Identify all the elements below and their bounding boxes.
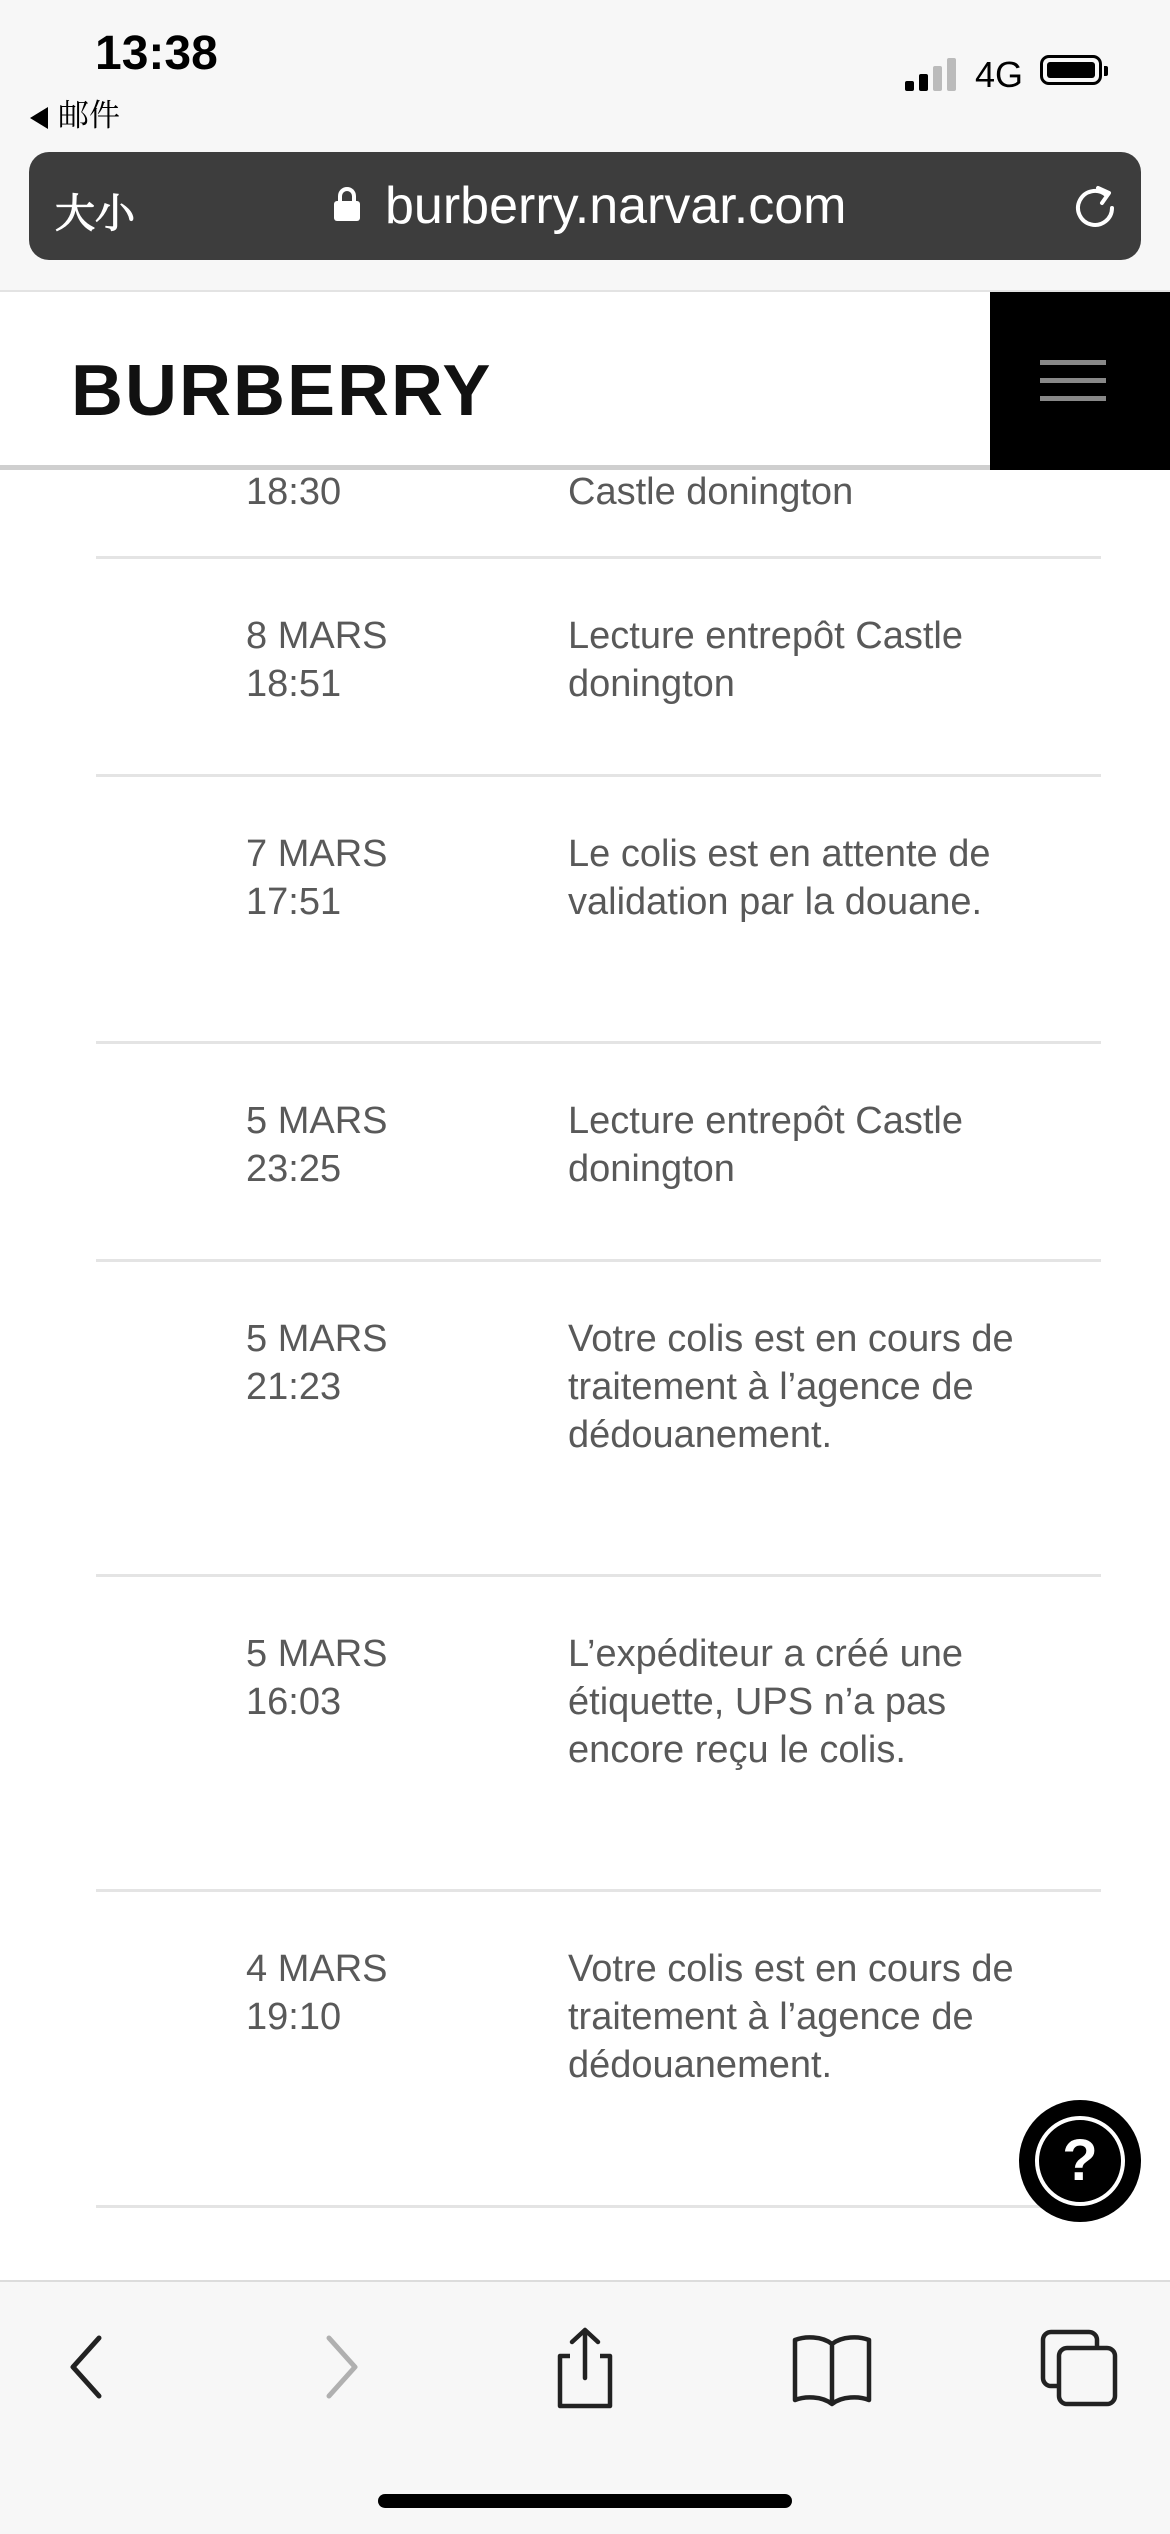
event-datetime (246, 1097, 496, 1193)
tracking-row (96, 777, 1101, 1044)
event-time: 19:10 (246, 1996, 342, 2038)
event-datetime (246, 1315, 496, 1411)
forward-icon[interactable] (295, 2322, 385, 2412)
back-icon[interactable] (43, 2322, 133, 2412)
event-time: 17:51 (246, 881, 342, 923)
address-bar[interactable] (29, 152, 1141, 260)
cellular-signal-icon (905, 57, 960, 91)
event-description: Votre colis est en cours de traitement à l’agence de dédouanement. (568, 1318, 1014, 1456)
event-time: 18:51 (246, 663, 342, 705)
home-indicator (378, 2494, 792, 2508)
tracking-row (96, 1892, 1101, 2208)
event-time: 23:25 (246, 1148, 342, 1190)
event-date: 5 MARS (246, 1633, 388, 1675)
url-domain[interactable]: burberry.narvar.com (385, 177, 847, 235)
status-bar (0, 0, 1170, 140)
back-arrow-icon (30, 107, 48, 129)
text-size-button[interactable]: 大小 (55, 192, 135, 236)
status-time: 13:38 (95, 27, 218, 80)
tabs-icon[interactable] (1035, 2322, 1125, 2412)
event-time: 16:03 (246, 1681, 342, 1723)
menu-bar-icon (1040, 378, 1106, 383)
event-description: Lecture entrepôt Castle donington (568, 615, 964, 705)
bookmarks-icon[interactable] (787, 2322, 877, 2412)
event-description: Lecture entrepôt Castle donington (568, 1100, 964, 1190)
event-datetime (246, 1945, 496, 2041)
tracking-row-partial (96, 470, 1101, 559)
menu-bar-icon (1040, 360, 1106, 365)
event-date: 5 MARS (246, 1318, 388, 1360)
tracking-row (96, 1044, 1101, 1262)
network-type: 4G (975, 54, 1024, 95)
hamburger-menu-button[interactable] (990, 292, 1170, 472)
site-header (0, 290, 1170, 472)
tracking-row (96, 559, 1101, 777)
event-description: Le colis est en attente de validation par la douane. (568, 833, 991, 923)
event-datetime (246, 1630, 496, 1726)
tracking-row (96, 1262, 1101, 1577)
event-date: 4 MARS (246, 1948, 388, 1990)
event-description: L’expéditeur a créé une étiquette, UPS n’a pas encore reçu le colis. (568, 1633, 964, 1771)
tracking-row (96, 1577, 1101, 1892)
question-mark-icon: ? (1062, 2128, 1098, 2193)
event-description: Castle donington (568, 471, 854, 513)
battery-icon (1040, 55, 1102, 85)
event-date: 7 MARS (246, 833, 388, 875)
event-date: 8 MARS (246, 615, 388, 657)
event-date: 5 MARS (246, 1100, 388, 1142)
event-time: 21:23 (246, 1366, 342, 1408)
lock-icon (334, 187, 360, 221)
event-datetime (246, 830, 496, 926)
share-icon[interactable] (540, 2322, 630, 2412)
event-time: 18:30 (246, 471, 342, 513)
tracking-history (0, 470, 1170, 2280)
reload-icon[interactable] (1065, 176, 1125, 236)
burberry-logo[interactable]: BURBERRY (71, 351, 493, 431)
back-to-app-link[interactable] (30, 90, 120, 135)
event-description: Votre colis est en cours de traitement à l’agence de dédouanement. (568, 1948, 1014, 2086)
menu-bar-icon (1040, 396, 1106, 401)
help-button[interactable] (1019, 2100, 1141, 2222)
event-datetime (246, 612, 496, 708)
back-app-label: 邮件 (58, 98, 120, 133)
